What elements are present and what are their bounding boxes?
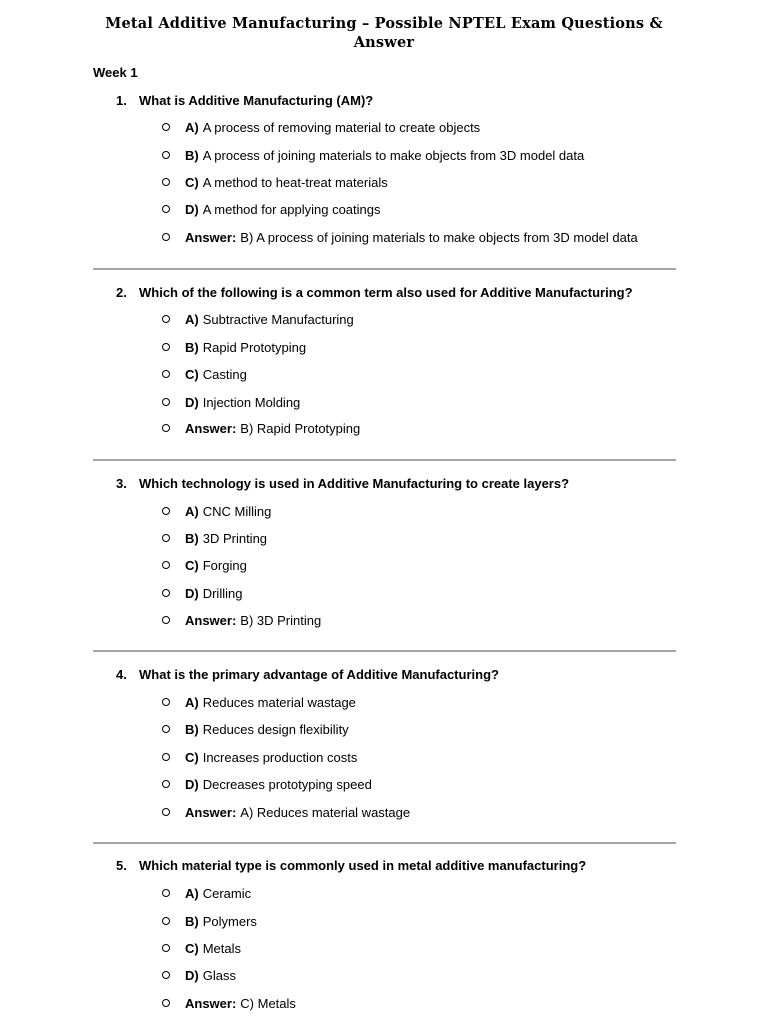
option-key: D) <box>185 395 199 410</box>
horizontal-divider <box>93 459 676 461</box>
horizontal-divider <box>93 650 676 652</box>
option-c <box>162 749 357 767</box>
option-b <box>162 913 257 931</box>
hollow-bullet-icon <box>162 889 170 897</box>
option-a <box>162 885 251 903</box>
option-key: D) <box>185 777 199 792</box>
document-title <box>100 14 668 52</box>
option-d <box>162 967 236 985</box>
answer <box>162 612 321 630</box>
option-key: B) <box>185 340 199 355</box>
option-text: Injection Molding <box>202 395 301 410</box>
question-heading <box>116 284 633 302</box>
question-text: Which material type is commonly used in metal additive manufacturing? <box>139 858 587 873</box>
answer-text: B) Rapid Prototyping <box>240 421 361 436</box>
option-text: Ceramic <box>202 886 252 901</box>
option-text: CNC Milling <box>202 504 272 519</box>
option-b <box>162 339 306 357</box>
option-text: A method for applying coatings <box>202 202 381 217</box>
option-text: Increases production costs <box>202 750 358 765</box>
option-text: Subtractive Manufacturing <box>202 312 354 327</box>
answer <box>162 229 638 247</box>
hollow-bullet-icon <box>162 753 170 761</box>
option-text: A process of removing material to create objects <box>202 120 481 135</box>
hollow-bullet-icon <box>162 315 170 323</box>
option-a <box>162 311 354 329</box>
hollow-bullet-icon <box>162 725 170 733</box>
hollow-bullet-icon <box>162 999 170 1007</box>
hollow-bullet-icon <box>162 808 170 816</box>
option-key: A) <box>185 120 199 135</box>
hollow-bullet-icon <box>162 178 170 186</box>
hollow-bullet-icon <box>162 233 170 241</box>
answer-label: Answer: <box>185 230 237 245</box>
hollow-bullet-icon <box>162 205 170 213</box>
option-text: Decreases prototyping speed <box>202 777 372 792</box>
option-key: C) <box>185 367 199 382</box>
answer-text: A) Reduces material wastage <box>240 805 411 820</box>
title-line-1: Metal Additive Manufacturing – Possible NPTEL Exam Questions & <box>105 15 663 32</box>
option-b <box>162 530 267 548</box>
option-key: D) <box>185 202 199 217</box>
answer-label: Answer: <box>185 996 237 1011</box>
hollow-bullet-icon <box>162 370 170 378</box>
hollow-bullet-icon <box>162 971 170 979</box>
option-key: A) <box>185 312 199 327</box>
answer-label: Answer: <box>185 421 237 436</box>
hollow-bullet-icon <box>162 534 170 542</box>
option-key: A) <box>185 695 199 710</box>
option-text: Glass <box>202 968 236 983</box>
answer-text: C) Metals <box>240 996 296 1011</box>
hollow-bullet-icon <box>162 589 170 597</box>
answer-text: B) A process of joining materials to make objects from 3D model data <box>240 230 638 245</box>
option-a <box>162 119 480 137</box>
option-a <box>162 503 271 521</box>
option-text: 3D Printing <box>202 531 268 546</box>
option-text: Casting <box>202 367 247 382</box>
answer-label: Answer: <box>185 805 237 820</box>
option-key: D) <box>185 586 199 601</box>
option-b <box>162 721 349 739</box>
option-key: C) <box>185 750 199 765</box>
option-b <box>162 147 584 165</box>
question-number: 2. <box>116 285 127 300</box>
hollow-bullet-icon <box>162 507 170 515</box>
question-heading <box>116 666 499 684</box>
question-text: Which technology is used in Additive Manufacturing to create layers? <box>139 476 570 491</box>
option-key: B) <box>185 722 199 737</box>
question-heading <box>116 92 373 110</box>
title-line-2: Answer <box>353 34 415 51</box>
hollow-bullet-icon <box>162 944 170 952</box>
option-key: C) <box>185 941 199 956</box>
question-number: 1. <box>116 93 127 108</box>
hollow-bullet-icon <box>162 917 170 925</box>
option-key: C) <box>185 175 199 190</box>
option-d <box>162 394 300 412</box>
option-text: Forging <box>202 558 247 573</box>
option-text: Drilling <box>202 586 243 601</box>
option-key: A) <box>185 886 199 901</box>
option-text: Metals <box>202 941 242 956</box>
hollow-bullet-icon <box>162 780 170 788</box>
question-heading <box>116 475 569 493</box>
question-number: 5. <box>116 858 127 873</box>
week-heading: Week 1 <box>93 65 138 80</box>
answer <box>162 995 296 1013</box>
hollow-bullet-icon <box>162 398 170 406</box>
option-text: A method to heat-treat materials <box>202 175 388 190</box>
option-text: A process of joining materials to make objects from 3D model data <box>202 148 585 163</box>
option-key: C) <box>185 558 199 573</box>
option-text: Rapid Prototyping <box>202 340 307 355</box>
option-text: Reduces design flexibility <box>202 722 349 737</box>
answer <box>162 804 410 822</box>
option-d <box>162 585 242 603</box>
option-text: Polymers <box>202 914 257 929</box>
question-text: Which of the following is a common term also used for Additive Manufacturing? <box>139 285 633 300</box>
option-a <box>162 694 356 712</box>
answer-text: B) 3D Printing <box>240 613 322 628</box>
hollow-bullet-icon <box>162 424 170 432</box>
question-text: What is Additive Manufacturing (AM)? <box>139 93 374 108</box>
hollow-bullet-icon <box>162 698 170 706</box>
horizontal-divider <box>93 268 676 270</box>
question-heading <box>116 857 586 875</box>
question-number: 3. <box>116 476 127 491</box>
option-d <box>162 776 372 794</box>
question-number: 4. <box>116 667 127 682</box>
hollow-bullet-icon <box>162 151 170 159</box>
option-text: Reduces material wastage <box>202 695 356 710</box>
option-key: B) <box>185 531 199 546</box>
hollow-bullet-icon <box>162 616 170 624</box>
option-c <box>162 174 388 192</box>
hollow-bullet-icon <box>162 123 170 131</box>
answer-label: Answer: <box>185 613 237 628</box>
horizontal-divider <box>93 842 676 844</box>
option-c <box>162 557 247 575</box>
option-key: B) <box>185 148 199 163</box>
question-text: What is the primary advantage of Additive Manufacturing? <box>139 667 499 682</box>
answer <box>162 420 360 438</box>
option-key: A) <box>185 504 199 519</box>
option-key: D) <box>185 968 199 983</box>
option-d <box>162 201 381 219</box>
option-c <box>162 940 241 958</box>
hollow-bullet-icon <box>162 561 170 569</box>
hollow-bullet-icon <box>162 343 170 351</box>
option-key: B) <box>185 914 199 929</box>
option-c <box>162 366 247 384</box>
